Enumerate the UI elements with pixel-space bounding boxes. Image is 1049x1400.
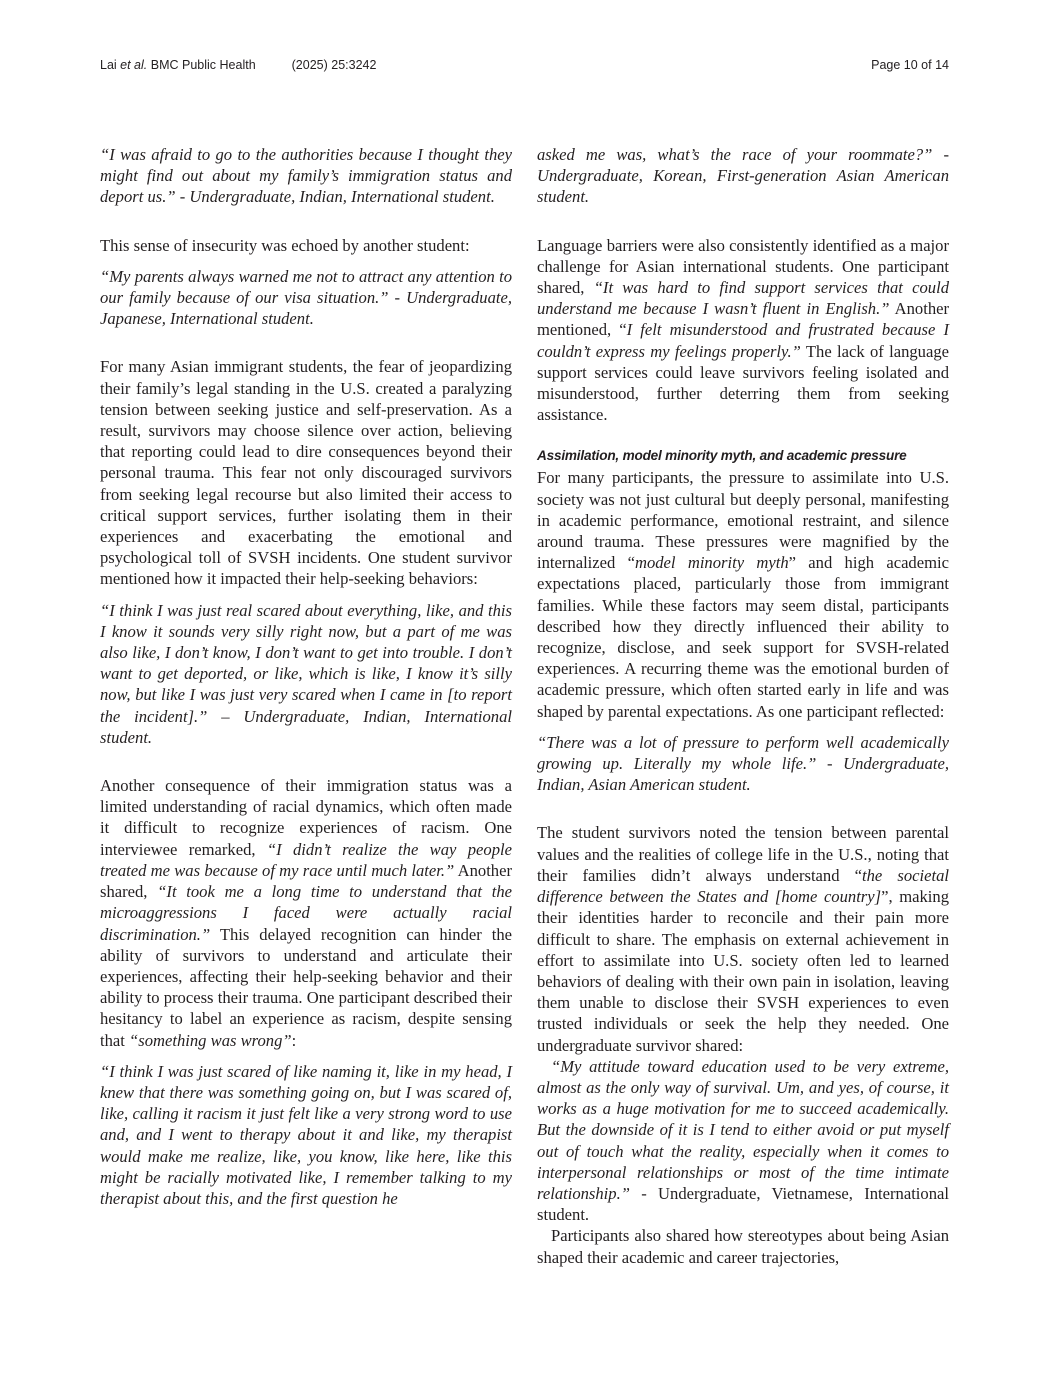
page-number: Page 10 of 14 [871, 58, 949, 72]
block-quote: “There was a lot of pressure to perform well academically growing up. Literally my whole life.” - Undergraduate, Indian, Asian American student. [537, 732, 949, 795]
paragraph: Language barriers were also consistently identified as a major challenge for Asian international students. One participant shared, “It was hard to find support services that could understand me because I wasn’t fluent in English.” Another mentioned, “I felt misunderstood and frustrated because I couldn’t express my feelings properly.” The lack of language support services could leave survivors feeling isolated and misunderstood, further deterring them from seeking assistance. [537, 235, 950, 425]
block-quote-continued: asked me was, what’s the race of your roommate?” - Undergraduate, Korean, First-generation Asian American student. [537, 145, 949, 207]
citation [100, 58, 376, 72]
paragraph: For many Asian immigrant students, the fear of jeopardizing their family’s legal standing in the U.S. created a paralyzing tension between seeking justice and self-preservation. As a result, survivors may choose silence over action, believing that reporting could lead to dire consequences beyond their personal trauma. This fear not only discouraged survivors from seeking legal recourse but also limited their access to critical support services, further isolating them in their experiences and exacerbating the emotional and psychological toll of SVSH incidents. One student survivor mentioned how it impacted their help-seeking behaviors: [100, 357, 512, 589]
block-quote: “My parents always warned me not to attract any attention to our family because of our visa situation.” - Undergraduate, Japanese, International student. [100, 266, 512, 329]
block-quote: “I think I was just scared of like naming it, like in my head, I knew that there was something going on, but I was scared of, like, calling it racism it just felt like a very strong word to use and, and I went to therapy about it and like, my therapist would make me realize, like, you know, like here, like this might be racially motivated like, I remember talking to my therapist about this, and the first question he [100, 1061, 512, 1208]
right-column [537, 144, 949, 1268]
citation-etal: et al. [120, 58, 148, 72]
running-header [100, 58, 949, 78]
left-column [100, 144, 512, 1209]
citation-authors: Lai [100, 58, 121, 72]
block-quote: “I think I was just real scared about everything, like, and this I know it sounds very silly right now, but a part of me was also like, I don’t know, I don’t want to get into trouble. I don’t want to get deported, or like, which is like, I know it’s silly now, but like I was just very scared when I came in [to report the incident].” – Undergraduate, Indian, International student. [100, 600, 512, 747]
block-quote-inline: “My attitude toward education used to be very extreme, almost as the only way of survival. Um, and yes, of course, it works as a huge motivation for me to succeed academically. But the downside of it is I tend to either avoid or put myself out of touch what the reality, especially when it comes to interpersonal relationships or most of the time intimate relationship.” - Undergraduate, Vietnamese, International student. [537, 1056, 949, 1225]
citation-journal: BMC Public Health [147, 58, 256, 72]
block-quote: “I was afraid to go to the authorities because I thought they might find out about my family’s immigration status and deport us.” - Undergraduate, Indian, International student. [100, 145, 512, 207]
paragraph: The student survivors noted the tension between parental values and the realities of college life in the U.S., noting that their families didn’t always understand “the societal difference between the States and [home country]”, making their identities harder to reconcile and their pain more difficult to share. The emphasis on external achievement in effort to assimilate into U.S. society often led to learned behaviors of dealing with their own pain in isolation, leaving them unable to disclose their SVSH experiences to even trusted individuals or seek the help they needed. One undergraduate survivor shared: [537, 823, 949, 1055]
paragraph: For many participants, the pressure to assimilate into U.S. society was not just cultural but deeply personal, manifesting in academic performance, emotional restraint, and silence around trauma. These pressures were magnified by the internalized “model minority myth” and high academic expectations placed, particularly those from immigrant families. While these factors may seem distal, participants described how they directly influenced their ability to recognize, disclose, and seek support for SVSH-related experiences. A recurring theme was the emotional burden of academic pressure, which often started early in life and was shaped by parental expectations. As one participant reflected: [537, 468, 949, 721]
paragraph: Another consequence of their immigration status was a limited understanding of racial dynamics, which often made it difficult to recognize experiences of racism. One interviewee remarked, “I didn’t realize the way people treated me was because of my race until much later.” Another shared, “It took me a long time to understand that the microaggressions I faced were actually racial discrimination.” This delayed recognition can hinder the ability of survivors to understand and articulate their experiences, affecting their help-seeking behavior and their ability to process their trauma. One participant described their hesitancy to label an experience as racism, despite sensing that “something was wrong”: [100, 776, 512, 1050]
paragraph: Participants also shared how stereotypes about being Asian shaped their academic and career trajectories, [537, 1226, 949, 1267]
paragraph: This sense of insecurity was echoed by another student: [100, 235, 470, 255]
section-subheading: Assimilation, model minority myth, and academic pressure [537, 448, 907, 464]
citation-year-volume: (2025) 25:3242 [291, 58, 377, 72]
